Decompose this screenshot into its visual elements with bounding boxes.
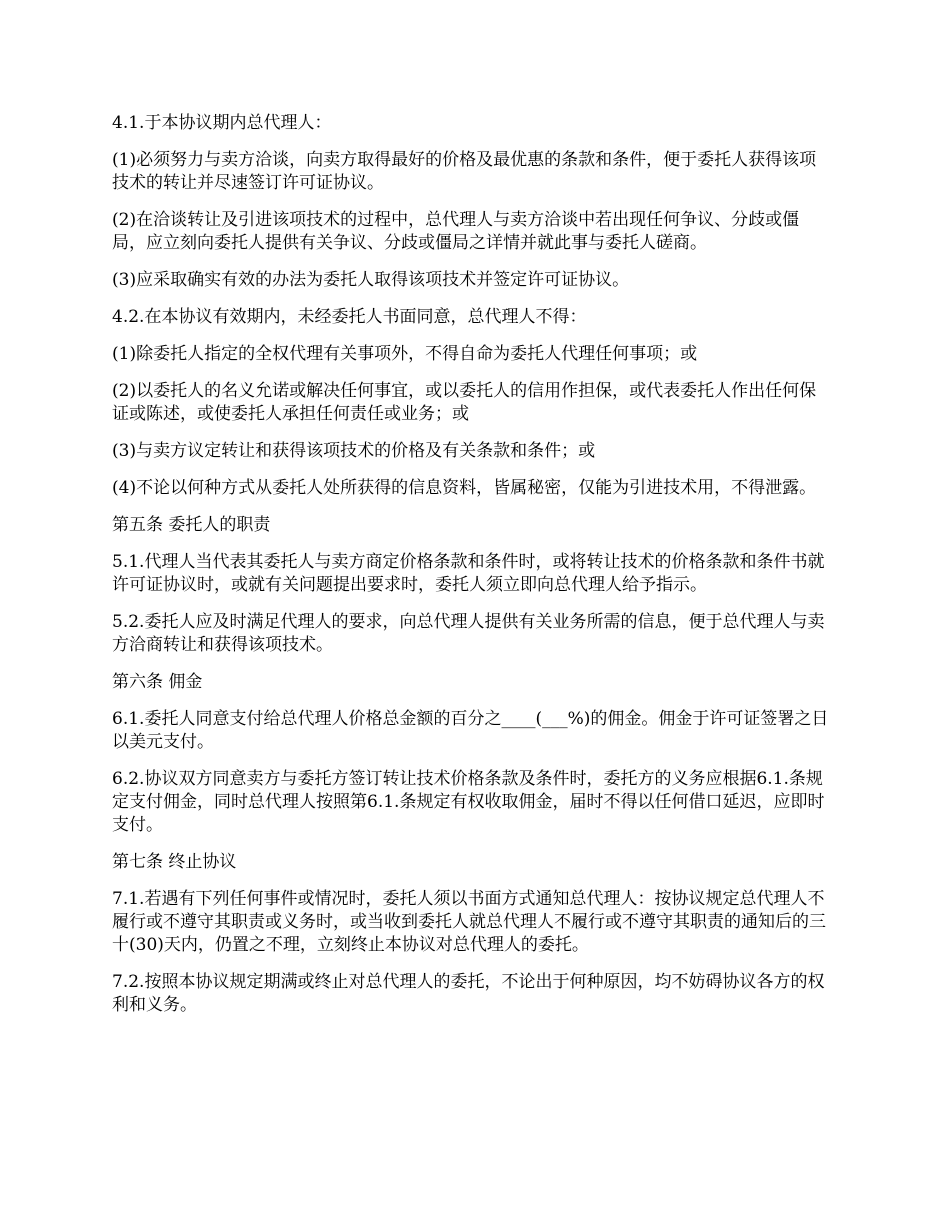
clause-5-2: 5.2.委托人应及时满足代理人的要求，向总代理人提供有关业务所需的信息，便于总代理人与卖方洽商转让和获得该项技术。 (112, 612, 825, 655)
clause-4-1-item-3: (3)应采取确实有效的办法为委托人取得该项技术并签定许可证协议。 (112, 270, 630, 290)
clause-5-1: 5.1.代理人当代表其委托人与卖方商定价格条款和条件时，或将转让技术的价格条款和条件书就许可证协议时，或就有关问题提出要求时，委托人须立即向总代理人给予指示。 (112, 552, 825, 595)
clause-4-1-item-1: (1)必须努力与卖方洽谈，向卖方取得最好的价格及最优惠的条款和条件，便于委托人获得该项技术的转让并尽速签订许可证协议。 (112, 150, 817, 193)
clause-4-2-item-1: (1)除委托人指定的全权代理有关事项外，不得自命为委托人代理任何事项；或 (112, 344, 698, 364)
article-7-heading: 第七条 终止协议 (112, 852, 237, 872)
clause-6-2: 6.2.协议双方同意卖方与委托方签订转让技术价格条款及条件时，委托方的义务应根据6.1.条规定支付佣金，同时总代理人按照第6.1.条规定有权收取佣金，届时不得以任何借口延迟，应即时支付。 (112, 769, 825, 835)
clause-4-2-item-3: (3)与卖方议定转让和获得该项技术的价格及有关条款和条件；或 (112, 441, 596, 461)
clause-4-2-item-4: (4)不论以何种方式从委托人处所获得的信息资料，皆属秘密，仅能为引进技术用，不得泄露。 (112, 478, 817, 498)
clause-7-1: 7.1.若遇有下列任何事件或情况时，委托人须以书面方式通知总代理人：按协议规定总代理人不履行或不遵守其职责或义务时，或当收到委托人就总代理人不履行或不遵守其职责的通知后的三十(30)天内，仍置之不理，立刻终止本协议对总代理人的委托。 (112, 889, 826, 955)
clause-4-2: 4.2.在本协议有效期内，未经委托人书面同意，总代理人不得： (112, 307, 587, 327)
clause-6-1: 6.1.委托人同意支付给总代理人价格总金额的百分之____(___%)的佣金。佣金于许可证签署之日以美元支付。 (112, 709, 829, 752)
article-6-heading: 第六条 佣金 (112, 672, 203, 692)
document-body (112, 112, 832, 1031)
clause-4-1-item-2: (2)在洽谈转让及引进该项技术的过程中，总代理人与卖方洽谈中若出现任何争议、分歧或僵局，应立刻向委托人提供有关争议、分歧或僵局之详情并就此事与委托人磋商。 (112, 210, 800, 253)
clause-7-2: 7.2.按照本协议规定期满或终止对总代理人的委托，不论出于何种原因，均不妨碍协议各方的权利和义务。 (112, 972, 825, 1015)
clause-4-1: 4.1.于本协议期内总代理人： (112, 113, 332, 133)
clause-4-2-item-2: (2)以委托人的名义允诺或解决任何事宜，或以委托人的信用作担保，或代表委托人作出任何保证或陈述，或使委托人承担任何责任或业务；或 (112, 381, 817, 424)
article-5-heading: 第五条 委托人的职责 (112, 515, 271, 535)
